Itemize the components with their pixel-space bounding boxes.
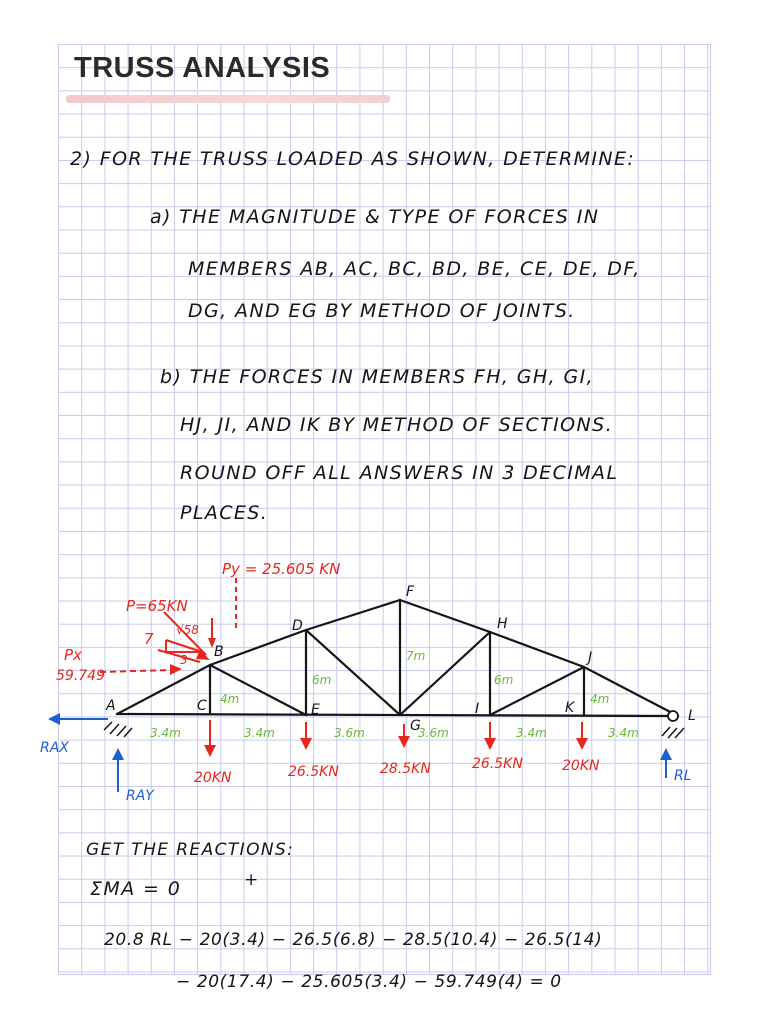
reaction-rax: RAX bbox=[40, 740, 69, 756]
problem-intro: 2) FOR THE TRUSS LOADED AS SHOWN, DETERMINE: bbox=[70, 148, 636, 170]
joint-label-f: F bbox=[406, 584, 415, 600]
reaction-rl: RL bbox=[674, 768, 692, 784]
equation-head: ΣMA = 0 bbox=[90, 878, 182, 900]
slope-run: 3 bbox=[180, 653, 188, 667]
member-hj bbox=[490, 632, 584, 667]
joint-label-c: C bbox=[197, 698, 207, 714]
span-ik: 3.4m bbox=[516, 726, 547, 740]
bottom-chord bbox=[117, 714, 678, 716]
part-a-line-3: DG, AND EG BY METHOD OF JOINTS. bbox=[188, 300, 576, 322]
slope-rise: 7 bbox=[144, 630, 154, 648]
sign-convention: + bbox=[244, 870, 260, 890]
part-b-line-4: PLACES. bbox=[180, 502, 269, 524]
reaction-ray: RAY bbox=[126, 788, 154, 804]
force-px-value: 59.749 bbox=[56, 668, 105, 684]
slope-hyp: √58 bbox=[176, 623, 199, 637]
member-fh bbox=[400, 600, 490, 632]
height-fg: 7m bbox=[406, 649, 426, 663]
force-py-label: Py = 25.605 KN bbox=[222, 560, 341, 578]
support-l-hatch bbox=[662, 727, 684, 738]
support-a-hatch bbox=[104, 722, 132, 737]
part-a-line-2: MEMBERS AB, AC, BC, BD, BE, CE, DE, DF, bbox=[188, 258, 641, 280]
member-bd bbox=[210, 630, 306, 665]
joint-label-b: B bbox=[214, 644, 224, 660]
span-gi: 3.6m bbox=[418, 726, 449, 740]
height-de: 6m bbox=[312, 673, 332, 687]
height-bc: 4m bbox=[220, 692, 240, 706]
span-kl: 3.4m bbox=[608, 726, 639, 740]
load-i: 26.5KN bbox=[472, 756, 523, 772]
force-p-label: P=65KN bbox=[126, 597, 188, 615]
part-a-line-1: a) THE MAGNITUDE & TYPE OF FORCES IN bbox=[150, 206, 600, 228]
load-g: 28.5KN bbox=[380, 761, 431, 777]
span-ce: 3.4m bbox=[244, 726, 275, 740]
load-c: 20KN bbox=[194, 770, 232, 786]
part-b-line-2: HJ, JI, AND IK BY METHOD OF SECTIONS. bbox=[180, 414, 614, 436]
span-eg: 3.6m bbox=[334, 726, 365, 740]
equation-line-1: 20.8 RL − 20(3.4) − 26.5(6.8) − 28.5(10.4) − 26.5(14) bbox=[104, 930, 603, 950]
joint-label-a: A bbox=[106, 698, 116, 714]
span-ac: 3.4m bbox=[150, 726, 181, 740]
joint-label-i: I bbox=[475, 701, 480, 717]
part-b-line-1: b) THE FORCES IN MEMBERS FH, GH, GI, bbox=[160, 366, 595, 388]
load-k: 20KN bbox=[562, 758, 600, 774]
joint-label-d: D bbox=[292, 618, 303, 634]
height-jk: 4m bbox=[590, 692, 610, 706]
member-df bbox=[306, 600, 400, 630]
height-hi: 6m bbox=[494, 673, 514, 687]
roller-l bbox=[668, 711, 678, 721]
work-heading: GET THE REACTIONS: bbox=[86, 840, 295, 860]
member-be bbox=[210, 665, 306, 715]
joint-label-e: E bbox=[311, 702, 320, 718]
joint-label-j: J bbox=[588, 650, 593, 666]
joint-label-h: H bbox=[497, 616, 508, 632]
load-e: 26.5KN bbox=[288, 764, 339, 780]
joint-label-l: L bbox=[688, 708, 696, 724]
equation-line-2: − 20(17.4) − 25.605(3.4) − 59.749(4) = 0 bbox=[176, 972, 562, 992]
joint-label-k: K bbox=[565, 700, 575, 716]
part-b-line-3: ROUND OFF ALL ANSWERS IN 3 DECIMAL bbox=[180, 462, 619, 484]
page-title: TRUSS ANALYSIS bbox=[74, 52, 331, 84]
force-px-label: Px bbox=[64, 646, 82, 664]
joint-label-g: G bbox=[410, 718, 421, 734]
